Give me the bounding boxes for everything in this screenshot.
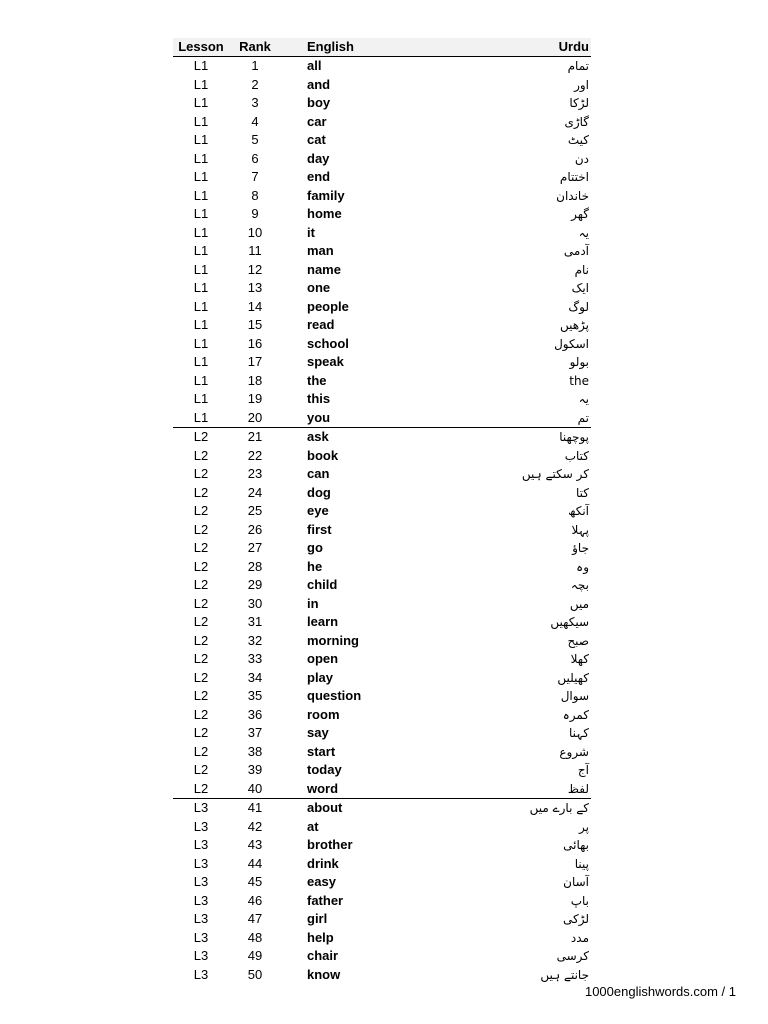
cell-lesson: L2: [193, 466, 209, 481]
table-row: [173, 94, 591, 113]
cell-lesson: L1: [193, 372, 209, 388]
table-row: [173, 316, 591, 335]
cell-english: brother: [307, 837, 353, 852]
cell-rank: 21: [247, 429, 263, 444]
cell-lesson: L3: [193, 892, 209, 908]
cell-rank: 23: [247, 466, 263, 481]
table-row: [173, 558, 591, 577]
cell-urdu: دن: [574, 151, 589, 166]
cell-lesson: L1: [193, 95, 209, 110]
cell-english: home: [307, 206, 342, 221]
cell-urdu: کتاب: [564, 448, 589, 463]
cell-english: chair: [307, 948, 339, 963]
cell-lesson: L2: [193, 447, 209, 463]
cell-english: today: [307, 762, 342, 777]
cell-rank: 26: [247, 521, 263, 537]
table-row: [173, 818, 591, 837]
table-row: [173, 298, 591, 317]
table-row: [173, 57, 591, 76]
cell-rank: 14: [247, 298, 263, 314]
cell-urdu: کے بارے میں: [529, 801, 589, 815]
cell-lesson: L2: [193, 706, 209, 722]
table-row: [173, 799, 591, 818]
table-row: [173, 836, 591, 855]
cell-lesson: L1: [193, 187, 209, 203]
table-row: [173, 484, 591, 503]
cell-urdu: مدد: [570, 930, 589, 945]
cell-lesson: L2: [193, 762, 209, 777]
cell-rank: 50: [247, 966, 263, 982]
cell-urdu: آسان: [563, 875, 589, 889]
table-row: [173, 910, 591, 929]
cell-urdu: یہ: [578, 392, 589, 406]
table-row: [173, 205, 591, 224]
cell-urdu: پڑھیں: [559, 318, 589, 332]
cell-urdu: صبح: [567, 633, 589, 648]
cell-lesson: L1: [193, 150, 209, 166]
cell-lesson: L1: [173, 409, 229, 428]
table-row: [173, 873, 591, 892]
cell-lesson: L3: [193, 818, 209, 834]
table-row: [173, 335, 591, 354]
table-row: [173, 447, 591, 466]
cell-lesson: L1: [193, 224, 209, 240]
table-row: [173, 892, 591, 911]
cell-urdu: کر سکتے ہیں: [521, 467, 589, 481]
cell-english: boy: [307, 95, 331, 110]
cell-english: question: [307, 688, 362, 703]
cell-english: can: [307, 466, 330, 481]
cell-urdu: پینا: [574, 856, 589, 871]
table-row: [173, 724, 591, 743]
cell-urdu: آج: [577, 763, 589, 777]
cell-english: he: [307, 558, 323, 574]
table-row: [173, 613, 591, 632]
cell-urdu: لوگ: [568, 299, 589, 314]
cell-urdu: لڑکا: [569, 96, 589, 110]
table-row: [173, 76, 591, 95]
cell-english: the: [307, 372, 327, 388]
cell-english: drink: [307, 855, 339, 871]
cell-urdu: خاندان: [556, 188, 589, 203]
cell-urdu: میں: [569, 596, 589, 611]
table-row: [173, 502, 591, 521]
header-row: [173, 38, 591, 57]
cell-urdu: سیکھیں: [550, 615, 589, 629]
cell-lesson: L3: [193, 911, 209, 926]
cell-lesson: L2: [193, 540, 209, 555]
cell-rank: 36: [247, 706, 263, 722]
cell-english: at: [307, 818, 319, 834]
cell-rank: 15: [247, 317, 263, 332]
cell-lesson: L2: [193, 521, 209, 537]
cell-rank: 43: [247, 837, 263, 852]
cell-urdu: وہ: [576, 559, 589, 574]
cell-lesson: L2: [193, 577, 209, 592]
cell-urdu: جاؤ: [572, 541, 589, 555]
cell-rank: 32: [247, 632, 263, 648]
table-row: [173, 168, 591, 187]
cell-rank: 48: [247, 929, 263, 945]
cell-lesson: L2: [193, 725, 209, 740]
cell-lesson: L2: [193, 632, 209, 648]
cell-rank: 11: [248, 243, 262, 258]
cell-lesson: L2: [193, 595, 209, 611]
table-row: [173, 224, 591, 243]
table-row: [173, 576, 591, 595]
cell-lesson: L2: [193, 429, 209, 444]
cell-rank: 8: [251, 187, 259, 203]
cell-english: man: [307, 243, 334, 258]
cell-english: eye: [307, 503, 329, 518]
cell-english: school: [307, 335, 349, 351]
cell-english: this: [307, 391, 331, 406]
table-row: [173, 650, 591, 669]
cell-urdu: آدمی: [563, 244, 589, 258]
table-row: [173, 131, 591, 150]
cell-english: dog: [307, 484, 331, 500]
cell-english: it: [307, 224, 315, 240]
cell-english: you: [281, 409, 477, 428]
cell-rank: 18: [247, 372, 263, 388]
cell-urdu: جانتے ہیں: [540, 967, 589, 982]
cell-lesson: L1: [193, 206, 209, 221]
cell-lesson: L1: [193, 280, 209, 295]
cell-rank: 27: [247, 540, 263, 555]
cell-english: read: [307, 317, 335, 332]
cell-urdu: گاڑی: [564, 114, 589, 129]
cell-urdu: پر: [579, 819, 589, 834]
cell-urdu: اور: [574, 77, 589, 92]
cell-lesson: L3: [193, 837, 209, 852]
cell-urdu: کیٹ: [567, 133, 589, 147]
cell-rank: 41: [247, 800, 263, 815]
table-row: [173, 669, 591, 688]
cell-lesson: L2: [193, 743, 209, 759]
cell-lesson: L3: [193, 855, 209, 871]
table-row: [173, 539, 591, 558]
cell-urdu: پوچھنا: [559, 430, 589, 444]
cell-english: child: [307, 577, 338, 592]
cell-rank: 40: [229, 780, 281, 799]
table-row: [173, 150, 591, 169]
cell-urdu: کھیلیں: [557, 670, 589, 685]
cell-english: day: [307, 150, 330, 166]
cell-lesson: L1: [193, 243, 209, 258]
cell-english: learn: [307, 614, 339, 629]
cell-english: play: [307, 669, 334, 685]
cell-english: book: [307, 447, 339, 463]
cell-urdu: سوال: [560, 689, 589, 703]
cell-urdu: بولو: [569, 355, 589, 369]
cell-rank: 35: [247, 688, 263, 703]
table-row: [173, 855, 591, 874]
cell-rank: 12: [247, 261, 263, 277]
cell-rank: 1: [251, 58, 259, 73]
cell-rank: 38: [247, 743, 263, 759]
table-row: [173, 113, 591, 132]
cell-lesson: L1: [193, 298, 209, 314]
cell-lesson: L1: [193, 113, 209, 129]
table-row: [173, 409, 591, 428]
cell-english: girl: [307, 911, 328, 926]
cell-lesson: L1: [193, 58, 209, 73]
cell-rank: 28: [247, 558, 263, 574]
cell-lesson: L3: [193, 948, 209, 963]
cell-lesson: L3: [193, 929, 209, 945]
cell-rank: 20: [229, 409, 281, 428]
cell-english: in: [307, 595, 319, 611]
cell-lesson: L1: [193, 132, 209, 147]
cell-rank: 13: [247, 280, 263, 295]
cell-urdu: ایک: [571, 281, 589, 295]
cell-lesson: L2: [193, 669, 209, 685]
cell-rank: 25: [247, 503, 263, 518]
cell-rank: 44: [247, 855, 263, 871]
cell-lesson: L1: [193, 317, 209, 332]
cell-urdu: تمام: [567, 59, 589, 73]
cell-english: name: [307, 261, 341, 277]
cell-rank: 5: [251, 132, 259, 147]
cell-english: say: [307, 725, 329, 740]
cell-urdu: نام: [574, 262, 589, 277]
table-row: [173, 242, 591, 261]
table-row: [173, 743, 591, 762]
cell-rank: 9: [251, 206, 259, 221]
cell-urdu: پہلا: [571, 522, 589, 537]
cell-urdu: کھلا: [570, 652, 589, 666]
cell-urdu: بچہ: [570, 578, 589, 592]
cell-rank: 39: [247, 762, 263, 777]
cell-urdu: شروع: [559, 744, 589, 759]
table-row: [173, 929, 591, 948]
cell-rank: 33: [247, 651, 263, 666]
vocabulary-table: [173, 38, 591, 984]
cell-rank: 6: [251, 150, 259, 166]
cell-english: help: [307, 929, 334, 945]
table-row: [173, 780, 591, 799]
cell-lesson: L1: [193, 169, 209, 184]
cell-english: family: [307, 187, 345, 203]
cell-rank: 16: [247, 335, 263, 351]
cell-rank: 3: [251, 95, 259, 110]
table-row: [173, 947, 591, 966]
cell-rank: 31: [247, 614, 263, 629]
cell-urdu: باپ: [570, 893, 589, 908]
page-footer: 1000englishwords.com / 1: [584, 984, 736, 999]
cell-rank: 17: [247, 354, 263, 369]
cell-english: and: [307, 76, 331, 92]
cell-english: start: [307, 743, 336, 759]
cell-rank: 34: [247, 669, 263, 685]
cell-rank: 47: [247, 911, 263, 926]
cell-english: car: [307, 113, 327, 129]
cell-english: easy: [307, 874, 336, 889]
cell-english: people: [307, 298, 349, 314]
table-row: [173, 372, 591, 391]
cell-lesson: L2: [193, 503, 209, 518]
cell-lesson: L2: [193, 651, 209, 666]
cell-rank: 42: [247, 818, 263, 834]
cell-rank: 4: [251, 113, 259, 129]
cell-urdu: کہنا: [568, 726, 589, 740]
cell-english: go: [307, 540, 323, 555]
cell-lesson: L2: [173, 780, 229, 799]
table-row: [173, 353, 591, 372]
cell-lesson: L2: [193, 558, 209, 574]
header-english: English: [281, 38, 477, 57]
cell-urdu: the: [569, 373, 589, 388]
cell-english: morning: [307, 632, 359, 648]
cell-english: room: [307, 706, 340, 722]
table-row: [173, 761, 591, 780]
cell-english: about: [307, 800, 343, 815]
header-rank: Rank: [229, 38, 281, 57]
cell-lesson: L2: [193, 688, 209, 703]
cell-lesson: L2: [193, 614, 209, 629]
cell-urdu: آنکھ: [568, 504, 589, 518]
cell-rank: 10: [247, 224, 263, 240]
cell-english: word: [281, 780, 477, 799]
cell-english: open: [307, 651, 339, 666]
cell-lesson: L3: [193, 874, 209, 889]
cell-urdu: بھائی: [563, 838, 589, 852]
table-row: [173, 595, 591, 614]
cell-lesson: L1: [193, 261, 209, 277]
cell-urdu: کمرہ: [562, 707, 589, 722]
cell-lesson: L1: [193, 76, 209, 92]
cell-urdu: اسکول: [554, 336, 589, 351]
cell-urdu: کرسی: [556, 949, 589, 963]
cell-urdu: اختتام: [559, 170, 589, 184]
cell-rank: 19: [247, 391, 263, 406]
cell-rank: 45: [247, 874, 263, 889]
table-row: [173, 687, 591, 706]
cell-rank: 7: [251, 169, 259, 184]
cell-urdu: گھر: [571, 207, 589, 221]
table-row: [173, 187, 591, 206]
cell-english: father: [307, 892, 344, 908]
table-row: [173, 521, 591, 540]
cell-rank: 30: [247, 595, 263, 611]
table-row: [173, 966, 591, 985]
cell-urdu: لڑکی: [563, 912, 589, 926]
table-row: [173, 279, 591, 298]
cell-rank: 29: [247, 577, 263, 592]
cell-rank: 37: [247, 725, 263, 740]
cell-english: end: [307, 169, 331, 184]
table-body: [173, 57, 591, 985]
cell-english: ask: [307, 429, 329, 444]
cell-english: one: [307, 280, 331, 295]
cell-urdu: تم: [477, 409, 591, 428]
cell-urdu: کتا: [576, 485, 589, 500]
table-row: [173, 632, 591, 651]
cell-rank: 46: [247, 892, 263, 908]
cell-lesson: L1: [193, 354, 209, 369]
cell-english: cat: [307, 132, 326, 147]
cell-rank: 22: [247, 447, 263, 463]
cell-english: all: [307, 58, 322, 73]
header-urdu: Urdu: [477, 38, 591, 57]
table-row: [173, 706, 591, 725]
cell-english: first: [307, 521, 332, 537]
cell-lesson: L3: [193, 966, 209, 982]
table-row: [173, 390, 591, 409]
cell-urdu: یہ: [578, 225, 589, 240]
cell-lesson: L1: [193, 335, 209, 351]
cell-rank: 49: [247, 948, 263, 963]
cell-lesson: L3: [193, 800, 209, 815]
cell-urdu: لفظ: [477, 780, 591, 799]
cell-rank: 24: [247, 484, 263, 500]
cell-rank: 2: [251, 76, 259, 92]
table-row: [173, 261, 591, 280]
cell-english: speak: [307, 354, 344, 369]
table-row: [173, 465, 591, 484]
cell-english: know: [307, 966, 341, 982]
table-row: [173, 428, 591, 447]
header-lesson: Lesson: [173, 38, 229, 57]
cell-lesson: L1: [193, 391, 209, 406]
cell-lesson: L2: [193, 484, 209, 500]
